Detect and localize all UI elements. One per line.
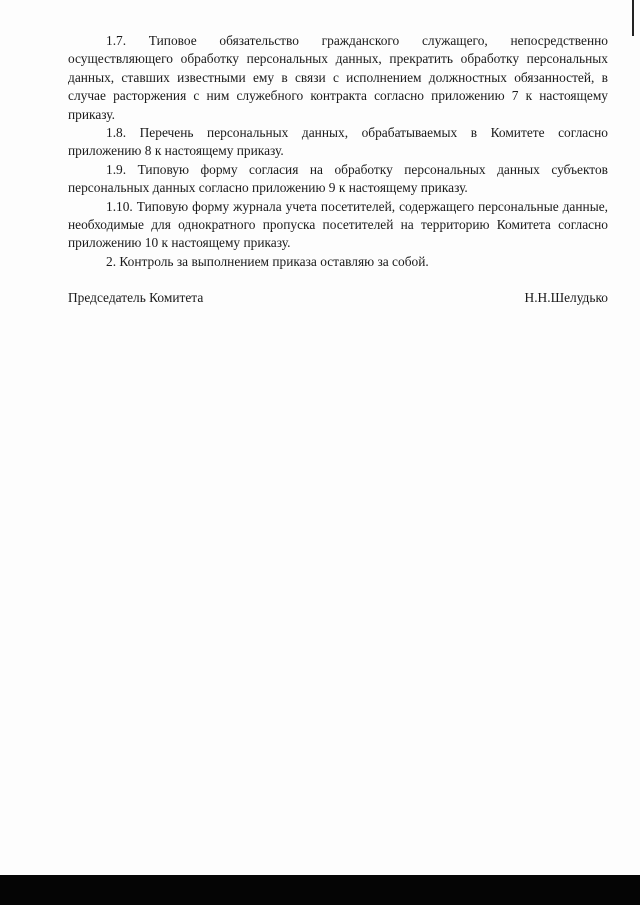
paragraph-1-7: 1.7. Типовое обязательство гражданского служащего, непосредственно осуществляющего обработку персональных данных, прекратить обработку персональных данных, ставших известными ему в связи с исполнением должностных обязанностей, в случае расторжения с ним служебного контракта согласно приложению 7 к настоящему приказу. xyxy=(68,33,608,122)
paragraph-1-10: 1.10. Типовую форму журнала учета посетителей, содержащего персональные данные, необходимые для однократного пропуска посетителей на территорию Комитета согласно приложению 10 к настоящему приказу. xyxy=(68,198,608,251)
scan-bottom-border xyxy=(0,875,640,905)
signatory-name: Н.Н.Шелудько xyxy=(524,290,608,305)
signature-block xyxy=(68,289,608,307)
signatory-position: Председатель Комитета xyxy=(68,290,204,305)
paragraph-1-9: 1.9. Типовую форму согласия на обработку персональных данных субъектов персональных данных согласно приложению 9 к настоящему приказу. xyxy=(68,161,608,196)
scan-edge-line xyxy=(632,0,634,36)
order-text-body xyxy=(68,32,608,271)
paragraph-2: 2. Контроль за выполнением приказа оставляю за собой. xyxy=(106,253,429,269)
paragraph-1-8: 1.8. Перечень персональных данных, обрабатываемых в Комитете согласно приложению 8 к настоящему приказу. xyxy=(68,125,608,159)
